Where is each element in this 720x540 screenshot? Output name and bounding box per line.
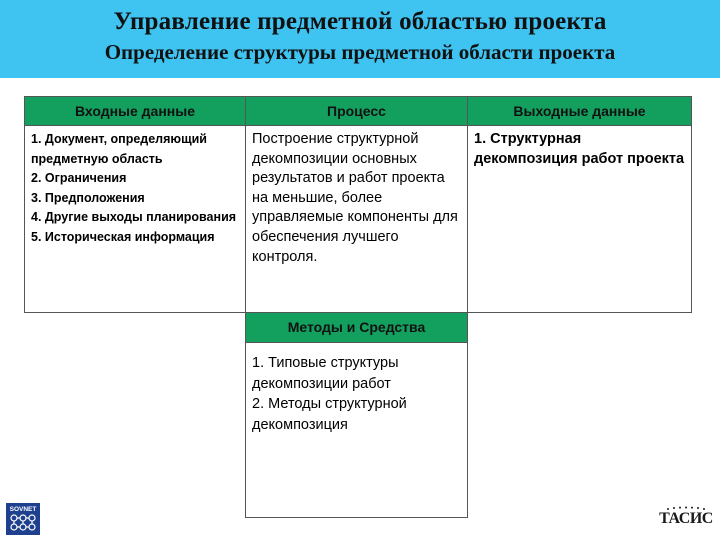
tacis-logo <box>658 506 714 534</box>
page-title: Управление предметной областью проекта <box>113 8 607 35</box>
tools-cell <box>245 342 468 518</box>
outputs-header: Выходные данные <box>467 96 692 126</box>
inputs-header: Входные данные <box>24 96 246 126</box>
process-text: Построение структурной декомпозиции основных результатов и работ проекта на меньшие, более управляемые компоненты для обеспечения лучшего контроля. <box>252 131 458 265</box>
input-item: 2. Ограничения <box>31 171 127 186</box>
outputs-text: 1. Структурная декомпозиция работ проекта <box>474 131 685 167</box>
input-item: 5. Историческая информация <box>31 229 215 244</box>
outputs-cell <box>467 125 692 313</box>
tools-item: 2. Методы структурной декомпозиция <box>252 396 407 433</box>
page-subtitle: Определение структуры предметной области проекта <box>104 40 616 64</box>
title-banner <box>0 0 720 78</box>
inputs-cell <box>24 125 246 313</box>
process-header: Процесс <box>245 96 468 126</box>
tacis-logo-text: ТАСИС <box>659 510 713 527</box>
sovnet-logo-text: SOVNET <box>9 506 37 513</box>
input-item: 4. Другие выходы планирования <box>31 210 237 225</box>
tools-header: Методы и Средства <box>245 312 468 343</box>
input-item: 1. Документ, определяющий предметную область <box>31 132 207 166</box>
process-cell <box>245 125 468 313</box>
sovnet-logo <box>6 503 40 535</box>
tools-item: 1. Типовые структуры декомпозиции работ <box>252 355 399 392</box>
input-item: 3. Предположения <box>31 190 145 205</box>
